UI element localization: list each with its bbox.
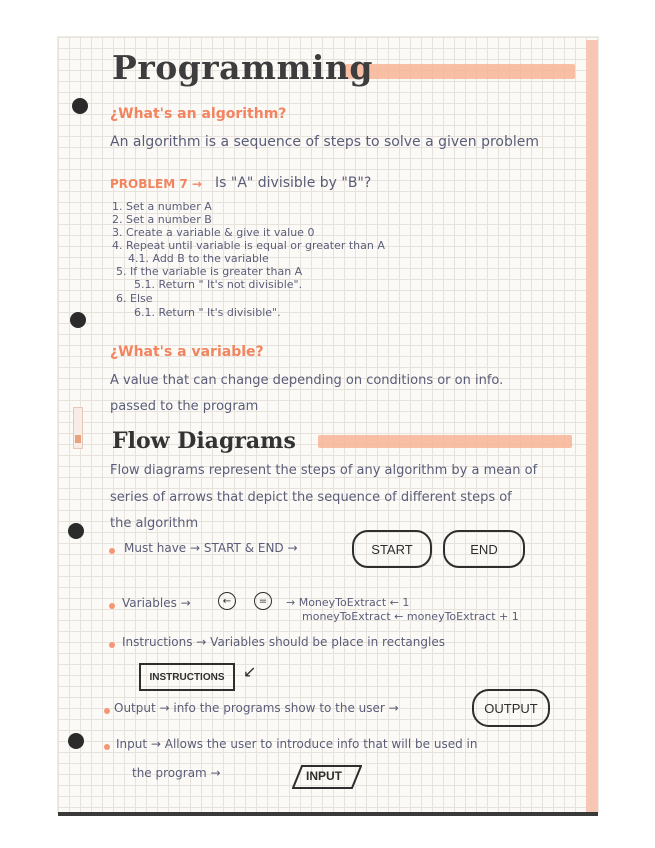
problem-label: PROBLEM 7 → [110,177,202,191]
flow-heading-highlight [318,435,572,448]
variable-example-line1: → MoneyToExtract ← 1 [286,596,410,609]
bullet-instructions: Instructions → Variables should be place in rectangles [122,635,445,649]
binder-hole [68,523,84,539]
assign-left-symbol: ← [218,592,236,610]
bullet-input-line1: Input → Allows the user to introduce info that will be used in [116,737,478,751]
step-item: 3. Create a variable & give it value 0 [112,226,315,239]
variable-example-line2: moneyToExtract ← moneyToExtract + 1 [302,610,519,623]
binder-hole [70,312,86,328]
start-terminator-symbol: START [352,530,432,568]
binder-hole [72,98,88,114]
title-highlight [345,64,575,79]
bullet-dot [104,744,110,750]
bullet-variables: Variables → [122,596,191,610]
bullet-start-end: Must have → START & END → [124,541,298,555]
step-item: 4. Repeat until variable is equal or greater than A [112,239,385,252]
step-item: 6. Else [116,292,153,305]
step-item: 5.1. Return " It's not divisible". [134,278,303,291]
end-terminator-symbol: END [443,530,525,568]
flow-desc-line1: Flow diagrams represent the steps of any algorithm by a mean of [110,463,538,478]
page-bottom-edge [58,812,598,816]
output-symbol: OUTPUT [472,689,550,727]
algorithm-question: ¿What's an algorithm? [110,106,287,122]
step-item: 2. Set a number B [112,213,212,226]
instructions-process-symbol: INSTRUCTIONS [139,663,235,691]
flow-heading: Flow Diagrams [112,428,296,454]
step-item: 1. Set a number A [112,200,212,213]
bullet-dot [109,548,115,554]
algorithm-answer: An algorithm is a sequence of steps to solve a given problem [110,134,540,150]
bullet-input-line2: the program → [132,766,221,780]
arrow-icon: ↙ [243,662,257,681]
variable-answer-line1: A value that can change depending on conditions or on info. [110,373,504,388]
bullet-dot [109,603,115,609]
page-edge-strip [586,40,598,812]
bullet-dot [109,642,115,648]
bullet-output: Output → info the programs show to the user → [114,701,399,715]
equal-symbol: = [254,592,272,610]
page-tab-mark [73,407,83,449]
step-item: 4.1. Add B to the variable [128,252,269,265]
problem-text: Is "A" divisible by "B"? [215,175,372,191]
flow-desc-line2: series of arrows that depict the sequence of different steps of [110,490,512,505]
page-title: Programming [112,48,373,87]
variable-answer-line2: passed to the program [110,399,259,414]
step-item: 5. If the variable is greater than A [116,265,303,278]
flow-desc-line3: the algorithm [110,516,199,531]
variable-question: ¿What's a variable? [110,344,264,360]
step-item: 6.1. Return " It's divisible". [134,306,281,319]
bullet-dot [104,708,110,714]
input-symbol-label: INPUT [306,769,342,783]
binder-hole [68,733,84,749]
